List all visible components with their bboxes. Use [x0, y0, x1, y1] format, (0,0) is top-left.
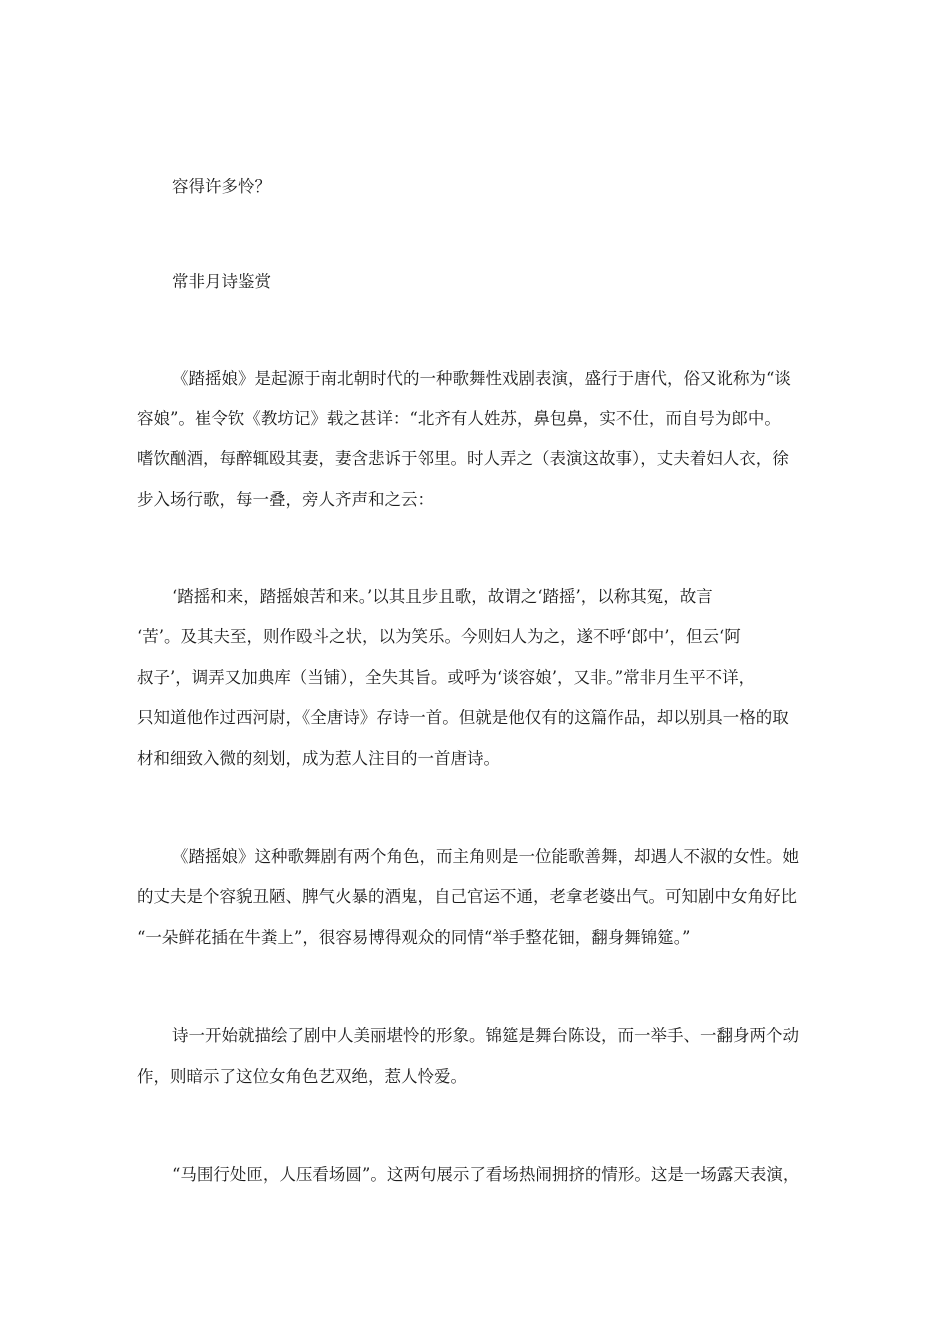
- text-line: 步入场行歌，每一叠，旁人齐声和之云：: [137, 490, 434, 509]
- text-line: 诗一开始就描绘了剧中人美丽堪怜的形象。锦筵是舞台陈设，而一举手、一翻身两个动: [172, 1026, 799, 1045]
- text-line: “一朵鲜花插在牛粪上”，很容易博得观众的同情“举手整花钿，翻身舞锦筵。”: [137, 928, 691, 947]
- text-line: 《踏摇娘》这种歌舞剧有两个角色，而主角则是一位能歌善舞，却遇人不淑的女性。她: [172, 847, 799, 866]
- text-line: ‘苦’。及其夫至，则作殴斗之状，以为笑乐。今则妇人为之，遂不呼‘郎中’，但云‘阿: [137, 627, 741, 646]
- text-line: “马围行处匝，人压看场圆”。这两句展示了看场热闹拥挤的情形。这是一场露天表演，: [172, 1165, 800, 1184]
- text-line: 的丈夫是个容貌丑陋、脾气火暴的酒鬼，自己官运不通，老拿老婆出气。可知剧中女角好比: [137, 887, 797, 906]
- section-heading: 常非月诗鉴赏: [172, 272, 271, 291]
- text-line: 作，则暗示了这位女角色艺双绝，惹人怜爱。: [137, 1067, 467, 1086]
- text-line: 材和细致入微的刻划，成为惹人注目的一首唐诗。: [137, 749, 500, 768]
- text-line: ‘踏摇和来，踏摇娘苦和来。’以其且步且歌，故谓之‘踏摇’，以称其冤，故言: [172, 587, 713, 606]
- text-line: 只知道他作过西河尉，《全唐诗》存诗一首。但就是他仅有的这篇作品，却以别具一格的取: [137, 708, 789, 727]
- text-line: 嗜饮酗酒，每醉辄殴其妻，妻含悲诉于邻里。时人弄之（表演这故事），丈夫着妇人衣，徐: [137, 449, 789, 468]
- text-line: 容娘”。崔令钦《教坊记》载之甚详：“北齐有人姓苏，鼻包鼻，实不仕，而自号为郎中。: [137, 409, 781, 428]
- text-line: 容得许多怜？: [172, 177, 271, 196]
- text-line: 叔子’，调弄又加典库（当铺），全失其旨。或呼为‘谈容娘’，又非。”常非月生平不详，: [137, 668, 756, 687]
- text-line: 《踏摇娘》是起源于南北朝时代的一种歌舞性戏剧表演，盛行于唐代，俗又讹称为“谈: [172, 369, 791, 388]
